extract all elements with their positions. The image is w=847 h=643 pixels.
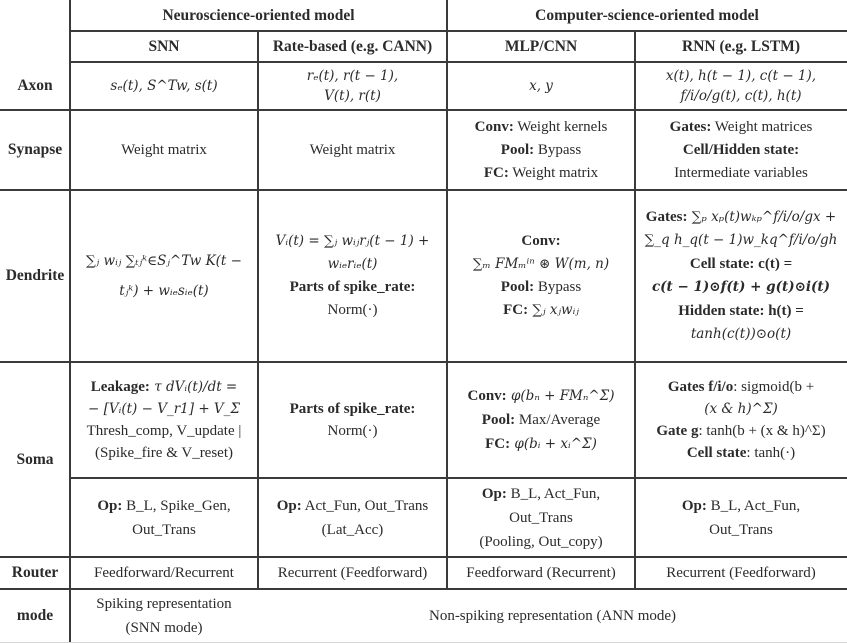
column-header-label: RNN (e.g. LSTM) bbox=[682, 37, 800, 55]
router-rnn bbox=[635, 557, 847, 589]
key: Pool: bbox=[500, 141, 535, 158]
dendrite-rnn bbox=[635, 190, 847, 362]
dendrite-snn-line: ∑ⱼ wᵢⱼ ∑ₜⱼᵏ∈Sⱼ^Tw K(t − bbox=[86, 253, 242, 269]
gate-g-value: : tanh(b + (x & h)^Σ) bbox=[698, 423, 826, 439]
synapse-mlp bbox=[447, 110, 635, 190]
gates-line bbox=[646, 206, 836, 230]
axon-rate bbox=[258, 62, 447, 110]
leakage-value: τ dVᵢ(t)/dt = bbox=[149, 379, 238, 395]
leakage-eq: − [Vᵢ(t) − V_r1] + V_Σ bbox=[88, 401, 240, 417]
row-label-text: Axon bbox=[17, 77, 53, 94]
synapse-mlp-line bbox=[484, 162, 598, 185]
mode-others-text: Non-spiking representation (ANN mode) bbox=[428, 607, 677, 624]
cell-state-key: Cell state bbox=[686, 445, 747, 461]
soma-rate bbox=[258, 362, 447, 478]
soma-op-rate bbox=[258, 478, 447, 557]
row-label-text: Soma bbox=[16, 450, 54, 468]
cell-state-value: : tanh(·) bbox=[746, 445, 796, 461]
mode-snn-line: (SNN mode) bbox=[125, 619, 203, 636]
soma-mlp-line bbox=[482, 408, 600, 432]
synapse-mlp-line bbox=[501, 139, 581, 162]
key: Conv: bbox=[474, 118, 514, 135]
soma-mlp-line bbox=[485, 432, 597, 456]
group-header-neuroscience-label: Neuroscience-oriented model bbox=[162, 6, 355, 24]
op-line bbox=[482, 482, 600, 506]
row-label-text: Dendrite bbox=[5, 267, 65, 284]
pool-value: Bypass bbox=[534, 279, 582, 295]
row-label-soma bbox=[0, 362, 70, 557]
axon-snn-text: sₑ(t), S^Tw, s(t) bbox=[110, 78, 218, 94]
row-label-router bbox=[0, 557, 70, 589]
conv-value: ∑ₘ FMₘⁱⁿ ⊛ W(m, n) bbox=[472, 256, 610, 272]
op-line bbox=[682, 494, 800, 518]
row-label-dendrite bbox=[0, 190, 70, 362]
op-value-2: (Lat_Acc) bbox=[321, 521, 384, 538]
op-value: B_L, Act_Fun, bbox=[506, 485, 601, 502]
op-line bbox=[97, 494, 230, 518]
soma-rnn bbox=[635, 362, 847, 478]
op-line bbox=[277, 494, 429, 518]
op-value-2: Out_Trans bbox=[132, 521, 196, 538]
soma-snn-line: (Spike_fire & V_reset) bbox=[94, 445, 234, 461]
dendrite-rate-value: Norm(·) bbox=[327, 302, 378, 318]
conv-key: Conv: bbox=[521, 233, 561, 249]
soma-snn bbox=[70, 362, 258, 478]
soma-op-rnn bbox=[635, 478, 847, 557]
cell-state-line bbox=[687, 442, 795, 464]
synapse-rnn-line bbox=[674, 162, 808, 185]
mode-snn bbox=[70, 589, 258, 642]
op-value: Act_Fun, Out_Trans bbox=[301, 497, 429, 514]
dendrite-rate-eq: wᵢₑrᵢₑ(t) bbox=[327, 256, 378, 272]
dendrite-rate bbox=[258, 190, 447, 362]
synapse-snn bbox=[70, 110, 258, 190]
leakage-line bbox=[91, 376, 238, 398]
dendrite-mlp bbox=[447, 190, 635, 362]
value: Weight matrices bbox=[711, 118, 813, 135]
value: Intermediate variables bbox=[674, 164, 808, 181]
mode-others bbox=[258, 589, 847, 642]
value: Bypass bbox=[534, 141, 582, 158]
cell-state-value: c(t − 1)⊙f(t) + g(t)⊙i(t) bbox=[651, 279, 831, 295]
key: Conv: bbox=[467, 388, 507, 404]
synapse-rate-text: Weight matrix bbox=[309, 142, 396, 158]
axon-mlp bbox=[447, 62, 635, 110]
router-snn-text: Feedforward/Recurrent bbox=[94, 565, 234, 581]
key: Gates: bbox=[669, 118, 712, 135]
op-key: Op: bbox=[481, 485, 507, 502]
dendrite-snn bbox=[70, 190, 258, 362]
soma-mlp-line bbox=[468, 384, 615, 408]
op-value-3: (Pooling, Out_copy) bbox=[479, 533, 603, 550]
gates-fio-key: Gates f/i/o bbox=[667, 379, 734, 395]
router-rnn-text: Recurrent (Feedforward) bbox=[666, 565, 816, 581]
value: φ(bₙ + FMₙ^Σ) bbox=[506, 388, 615, 404]
gate-g-key: Gate g bbox=[656, 423, 699, 439]
column-header-snn bbox=[70, 31, 258, 62]
soma-op-snn bbox=[70, 478, 258, 557]
pool-key: Pool: bbox=[500, 279, 535, 295]
gates-key: Gates: bbox=[645, 208, 688, 225]
op-value: B_L, Spike_Gen, bbox=[122, 497, 231, 514]
synapse-rnn-line bbox=[670, 116, 813, 139]
column-header-rate bbox=[258, 31, 447, 62]
router-snn bbox=[70, 557, 258, 589]
synapse-mlp-line bbox=[475, 116, 608, 139]
soma-mlp bbox=[447, 362, 635, 478]
fc-line bbox=[503, 299, 579, 322]
gates-value: ∑ₚ xₚ(t)wₖₚ^f/i/o/gx + bbox=[687, 208, 837, 225]
row-label-text: Synapse bbox=[7, 141, 63, 158]
column-header-label: MLP/CNN bbox=[504, 37, 578, 55]
hidden-state-key: Hidden state: h(t) = bbox=[678, 302, 804, 319]
column-header-mlp bbox=[447, 31, 635, 62]
gates-fio-line bbox=[668, 376, 814, 398]
group-header-cs bbox=[447, 0, 847, 31]
synapse-snn-text: Weight matrix bbox=[121, 142, 207, 158]
value: φ(bᵢ + xᵢ^Σ) bbox=[510, 436, 597, 452]
row-label-synapse bbox=[0, 110, 70, 190]
synapse-rnn bbox=[635, 110, 847, 190]
group-header-neuroscience bbox=[70, 0, 447, 31]
cell-state-key: Cell state: c(t) = bbox=[689, 255, 793, 272]
key: Pool: bbox=[481, 412, 516, 428]
gate-g-line bbox=[656, 420, 825, 442]
router-mlp-text: Feedforward (Recurrent) bbox=[466, 565, 616, 581]
router-rate bbox=[258, 557, 447, 589]
dendrite-rate-key: Parts of spike_rate: bbox=[289, 279, 416, 295]
axon-rate-line: V(t), r(t) bbox=[324, 88, 381, 104]
synapse-rnn-line bbox=[683, 139, 799, 162]
axon-rnn-line: f/i/o/g(t), c(t), h(t) bbox=[680, 88, 802, 104]
mode-snn-line: Spiking representation bbox=[96, 595, 232, 612]
fc-key: FC: bbox=[503, 302, 529, 318]
pool-line bbox=[501, 276, 581, 299]
row-label-text: Router bbox=[11, 564, 59, 581]
op-value-2: Out_Trans bbox=[509, 509, 573, 526]
gates-fio-value: : sigmoid(b + bbox=[733, 379, 815, 395]
gates-fio-value-2: (x & h)^Σ) bbox=[704, 401, 778, 417]
value: Max/Average bbox=[515, 412, 601, 428]
leakage-key: Leakage: bbox=[90, 379, 150, 395]
op-value: B_L, Act_Fun, bbox=[706, 497, 801, 514]
op-value-2: Out_Trans bbox=[709, 521, 773, 538]
op-key: Op: bbox=[681, 497, 707, 514]
op-key: Op: bbox=[276, 497, 302, 514]
value: Weight matrix bbox=[508, 164, 599, 181]
soma-rate-value: Norm(·) bbox=[327, 423, 378, 439]
soma-op-mlp bbox=[447, 478, 635, 557]
synapse-rate bbox=[258, 110, 447, 190]
key: FC: bbox=[483, 164, 509, 181]
value: Weight kernels bbox=[513, 118, 608, 135]
router-mlp bbox=[447, 557, 635, 589]
column-header-label: Rate-based (e.g. CANN) bbox=[272, 37, 433, 55]
key: FC: bbox=[485, 436, 511, 452]
hidden-state-value: tanh(c(t))⊙o(t) bbox=[690, 326, 792, 342]
gates-value-2: ∑_q h_q(t − 1)w_kq^f/i/o/gh bbox=[644, 232, 838, 248]
soma-snn-line: Thresh_comp, V_update | bbox=[86, 423, 242, 439]
axon-snn bbox=[70, 62, 258, 110]
column-header-label: SNN bbox=[148, 37, 180, 55]
axon-rate-line: rₑ(t), r(t − 1), bbox=[306, 68, 399, 84]
column-header-rnn bbox=[635, 31, 847, 62]
axon-rnn bbox=[635, 62, 847, 110]
dendrite-rate-eq: Vᵢ(t) = ∑ⱼ wᵢⱼrⱼ(t − 1) + bbox=[275, 233, 430, 249]
axon-mlp-text: x, y bbox=[529, 78, 553, 94]
axon-rnn-line: x(t), h(t − 1), c(t − 1), bbox=[665, 68, 817, 84]
key: Cell/Hidden state: bbox=[682, 141, 800, 158]
soma-rate-key: Parts of spike_rate: bbox=[289, 401, 416, 417]
dendrite-snn-line: tⱼᵏ) + wᵢₑsᵢₑ(t) bbox=[119, 283, 209, 299]
group-header-cs-label: Computer-science-oriented model bbox=[535, 6, 759, 24]
row-label-mode bbox=[0, 589, 70, 642]
fc-value: ∑ⱼ xⱼwᵢⱼ bbox=[528, 302, 579, 318]
router-rate-text: Recurrent (Feedforward) bbox=[277, 565, 428, 581]
row-label-axon bbox=[0, 62, 70, 110]
row-label-text: mode bbox=[16, 606, 54, 624]
op-key: Op: bbox=[97, 497, 123, 514]
